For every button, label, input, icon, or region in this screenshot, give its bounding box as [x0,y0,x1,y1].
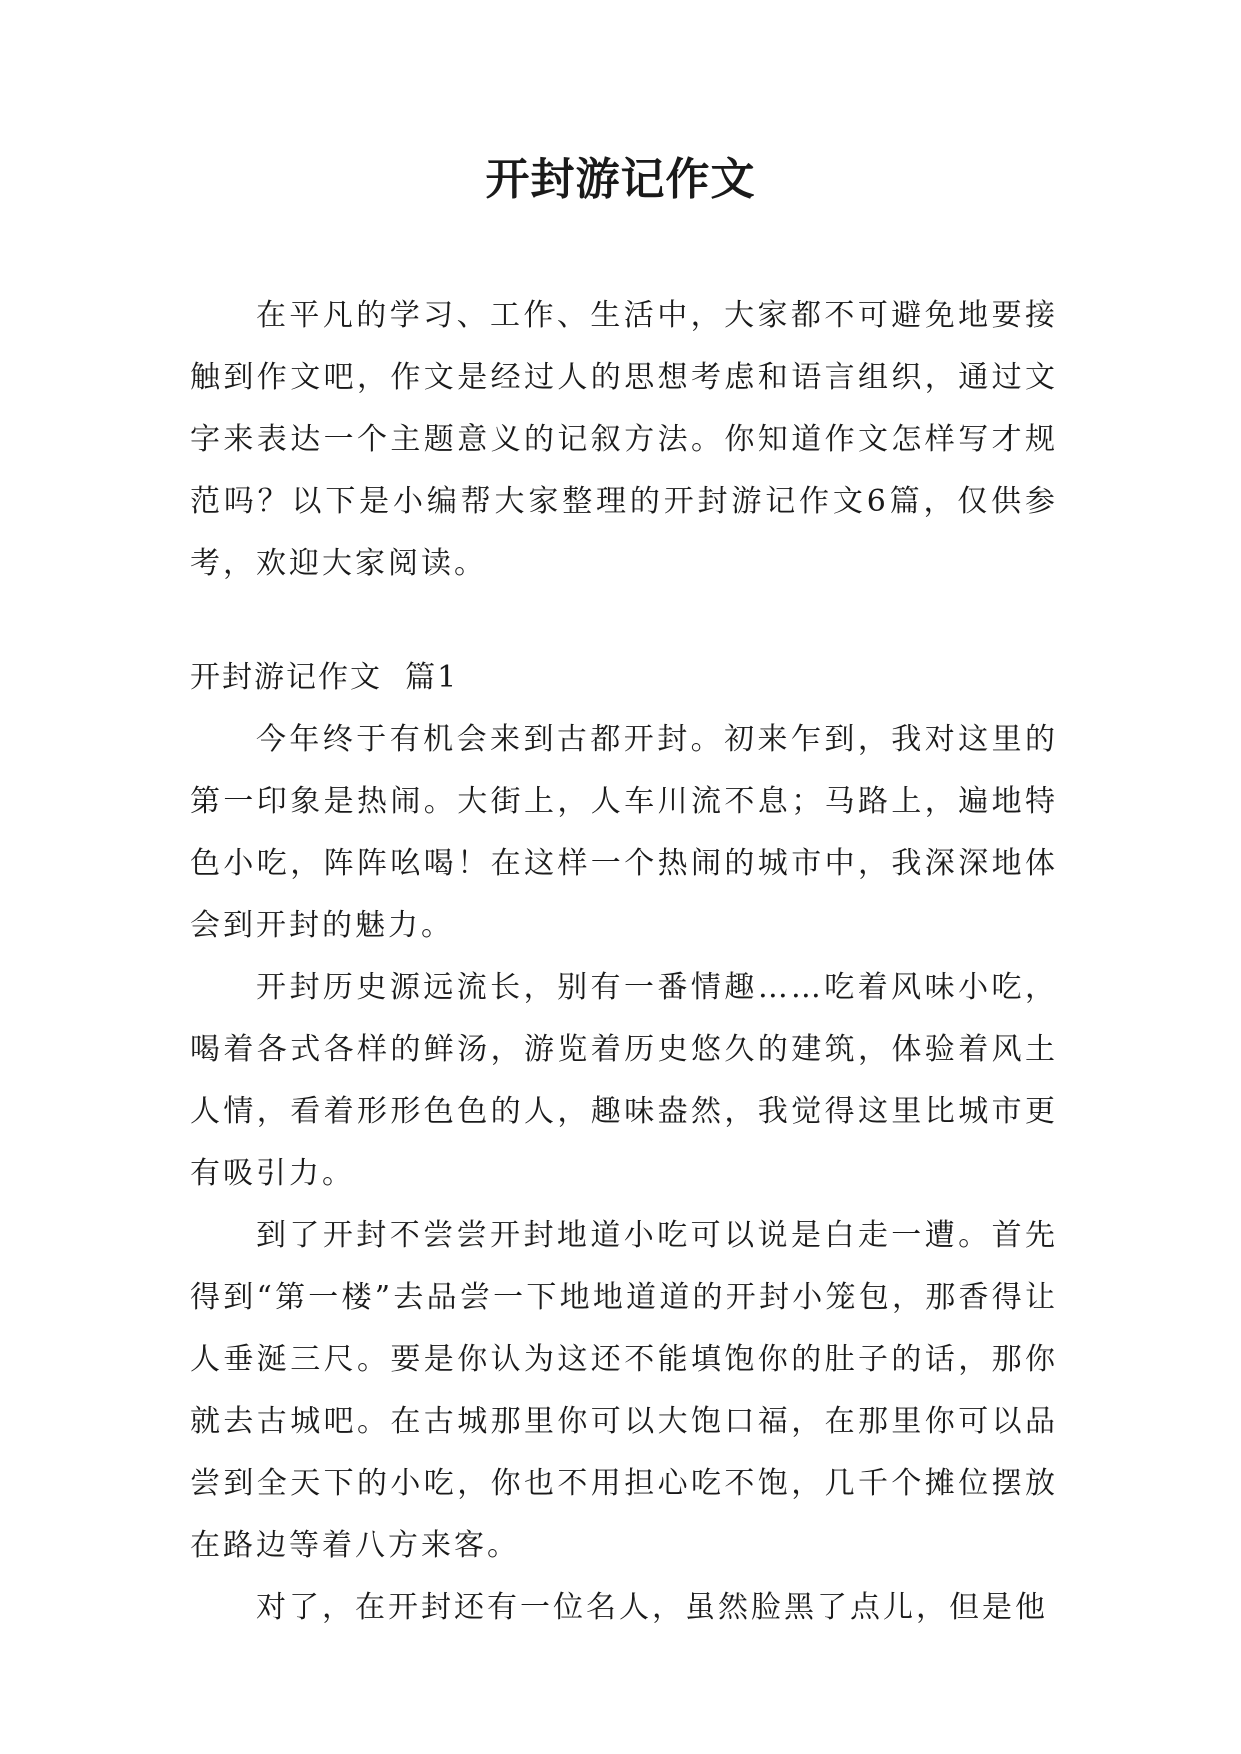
section-paragraph-1: 今年终于有机会来到古都开封。初来乍到，我对这里的第一印象是热闹。大街上，人车川流不息；马路上，遍地特色小吃，阵阵吆喝！在这样一个热闹的城市中，我深深地体会到开封的魅力。 [190,722,1058,943]
intro-paragraph: 在平凡的学习、工作、生活中，大家都不可避免地要接触到作文吧，作文是经过人的思想考虑和语言组织，通过文字来表达一个主题意义的记叙方法。你知道作文怎样写才规范吗？以下是小编帮大家整理的开封游记作文6篇，仅供参考，欢迎大家阅读。 [190,298,1058,581]
document-body [190,285,1058,1639]
section-paragraph-3: 到了开封不尝尝开封地道小吃可以说是白走一遭。首先得到“第一楼”去品尝一下地地道道的开封小笼包，那香得让人垂涎三尺。要是你认为这还不能填饱你的肚子的话，那你就去古城吧。在古城那里你可以大饱口福，在那里你可以品尝到全天下的小吃，你也不用担心吃不饱，几千个摊位摆放在路边等着八方来客。 [190,1218,1058,1563]
section-paragraph-4: 对了，在开封还有一位名人，虽然脸黑了点儿，但是他 [256,1590,1048,1625]
document-title: 开封游记作文 [485,154,756,205]
section-paragraph-2: 开封历史源远流长，别有一番情趣……吃着风味小吃，喝着各式各样的鲜汤，游览着历史悠久的建筑，体验着风土人情，看着形形色色的人，趣味盎然，我觉得这里比城市更有吸引力。 [190,970,1058,1191]
section-heading: 开封游记作文 篇1 [190,660,459,695]
